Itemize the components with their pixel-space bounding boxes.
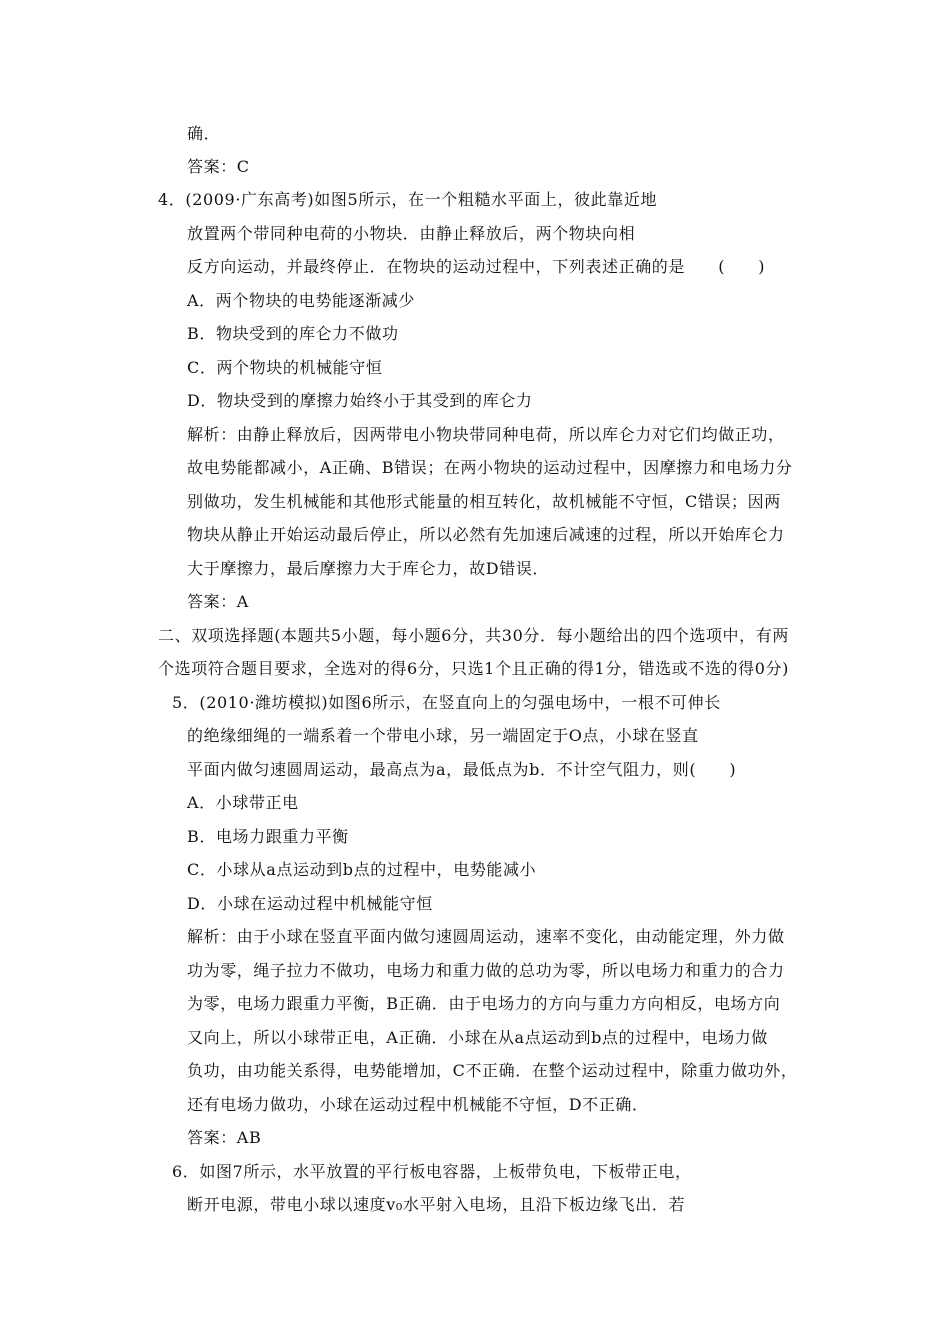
option-b: B．物块受到的库仑力不做功	[187, 324, 399, 343]
analysis-line: 物块从静止开始运动最后停止，所以必然有先加速后减速的过程，所以开始库仑力	[187, 525, 785, 544]
text-line: 平面内做匀速圆周运动，最高点为a，最低点为b．不计空气阻力，则( )	[187, 760, 737, 779]
option-b: B．电场力跟重力平衡	[187, 827, 349, 846]
answer-line: 答案：A	[187, 592, 249, 611]
option-c: C．小球从a点运动到b点的过程中，电势能减小	[187, 860, 537, 879]
option-a: A．小球带正电	[187, 793, 299, 812]
section-heading: 个选项符合题目要求，全选对的得6分，只选1个且正确的得1分，错选或不选的得0分)	[158, 659, 789, 678]
text-line: 的绝缘细绳的一端系着一个带电小球，另一端固定于O点，小球在竖直	[187, 726, 699, 745]
analysis-line: 又向上，所以小球带正电，A正确．小球在从a点运动到b点的过程中，电场力做	[187, 1028, 768, 1047]
option-a: A．两个物块的电势能逐渐减少	[187, 291, 415, 310]
text-line: 断开电源，带电小球以速度v₀水平射入电场，且沿下板边缘飞出．若	[187, 1195, 686, 1214]
analysis-line: 大于摩擦力，最后摩擦力大于库仑力，故D错误．	[187, 559, 550, 578]
analysis-line: 故电势能都减小，A正确、B错误；在两小物块的运动过程中，因摩擦力和电场力分	[187, 458, 793, 477]
analysis-line: 别做功，发生机械能和其他形式能量的相互转化，故机械能不守恒，C错误；因两	[187, 492, 781, 511]
answer-line: 答案：C	[187, 157, 250, 176]
option-d: D．小球在运动过程中机械能守恒	[187, 894, 433, 913]
text-line: 确．	[187, 124, 221, 143]
section-heading: 二、双项选择题(本题共5小题，每小题6分，共30分．每小题给出的四个选项中，有两	[158, 626, 789, 645]
analysis-line: 负功，由功能关系得，电势能增加，C不正确．在整个运动过程中，除重力做功外，	[187, 1061, 798, 1080]
text-line: 反方向运动，并最终停止．在物块的运动过程中，下列表述正确的是 ( )	[187, 257, 766, 276]
question-6-line: 6．如图7所示，水平放置的平行板电容器，上板带负电，下板带正电，	[172, 1162, 692, 1181]
question-4-line: 4．(2009·广东高考)如图5所示，在一个粗糙水平面上，彼此靠近地	[158, 190, 658, 209]
text-line: 放置两个带同种电荷的小物块．由静止释放后，两个物块向相	[187, 224, 636, 243]
question-5-line: 5．(2010·潍坊模拟)如图6所示，在竖直向上的匀强电场中，一根不可伸长	[172, 693, 721, 712]
analysis-line: 解析：由于小球在竖直平面内做匀速圆周运动，速率不变化，由动能定理，外力做	[187, 927, 785, 946]
analysis-line: 解析：由静止释放后，因两带电小物块带同种电荷，所以库仑力对它们均做正功，	[187, 425, 785, 444]
option-c: C．两个物块的机械能守恒	[187, 358, 383, 377]
option-d: D．物块受到的摩擦力始终小于其受到的库仑力	[187, 391, 533, 410]
answer-line: 答案：AB	[187, 1128, 262, 1147]
analysis-line: 还有电场力做功，小球在运动过程中机械能不守恒，D不正确．	[187, 1095, 649, 1114]
analysis-line: 功为零，绳子拉力不做功，电场力和重力做的总功为零，所以电场力和重力的合力	[187, 961, 785, 980]
analysis-line: 为零，电场力跟重力平衡，B正确．由于电场力的方向与重力方向相反，电场方向	[187, 994, 781, 1013]
